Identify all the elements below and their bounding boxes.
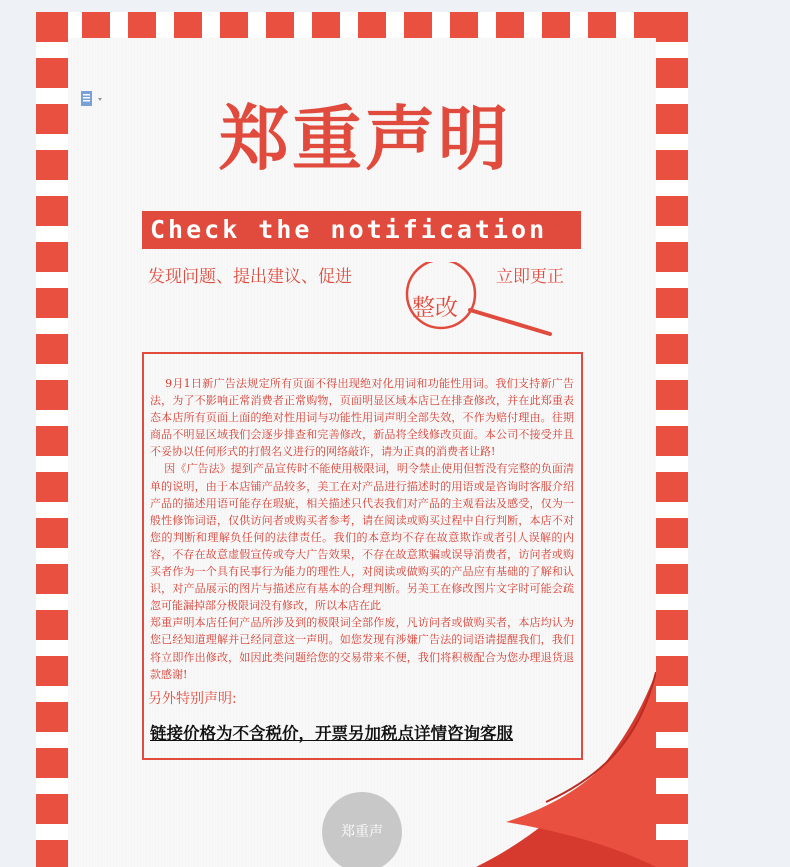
right-stripe-border xyxy=(656,12,688,867)
check-notification-banner: Check the notification xyxy=(142,211,581,249)
price-notice: 链接价格为不含税价，开票另加税点详情咨询客服 xyxy=(150,724,513,743)
document-icon[interactable] xyxy=(80,90,106,108)
magnifier-label: 整改 xyxy=(412,295,458,321)
notification-poster xyxy=(36,12,688,867)
slogan-right: 立即更正 xyxy=(496,267,564,287)
page-title: 郑重声明 xyxy=(219,98,511,180)
left-stripe-border xyxy=(36,12,68,867)
slogan-left: 发现问题、提出建议、促进 xyxy=(148,267,352,287)
notice-paragraph: 9月1日新广告法规定所有页面不得出现绝对化用词和功能性用词。我们支持新广告法，为了不影响正常消费者正常购物，页面明显区域本店已在排查修改，并在此郑重表态本店所有页面上面的绝对性用词与功能性用词声明全部失效，不作为赔付理由。往期商品不明显区域我们会逐步排查和完善修改，新品将全线修改页面。本公司不接受并且不妥协以任何形式的打假名义进行的网络敲诈，请为正真的消费者让路! 因《广告法》提到产品宣传时不能使用极限词，明令禁止使用但暂没有完整的负面清单的说明，由于本店铺产品较多，美工在对产品进行描述时的用语或是咨询时客服介绍产品的描述用语可能存在瑕疵，相关描述只代表我们对产品的主观看法及感受，仅为一般性修饰词语，仅供访问者或购买者参考，请在阅读或购买过程中自行判断，本店不对您的判断和理解负任何的法律责任。我们的本意均不存在故意欺诈或者引人误解的内容，不存在故意虚假宣传或夸大广告效果，不存在故意欺骗或误导消费者，访问者或购买者作为一个具有民事行为能力的理性人，对阅读或做购买的产品应有基础的了解和认识，对产品展示的图片与描述应有基本的合理判断。另美工在修改图片文字时可能会疏忽可能漏掉部分极限词没有修改，所以本店在此 郑重声明本店任何产品所涉及到的极限词全部作废，凡访问者或做购买者，本店均认为您已经知道理解并已经同意这一声明。如您发现有涉嫌广告法的词语请提醒我们，我们将立即作出修改，如因此类问题给您的交易带来不便，我们将积极配合为您办理退货退款感谢! xyxy=(150,377,574,681)
top-stripe-border xyxy=(36,12,688,38)
extra-statement-label: 另外特别声明: xyxy=(148,691,237,707)
stamp-seal: 郑重声 xyxy=(322,792,402,867)
page-curl-decoration xyxy=(446,672,656,867)
